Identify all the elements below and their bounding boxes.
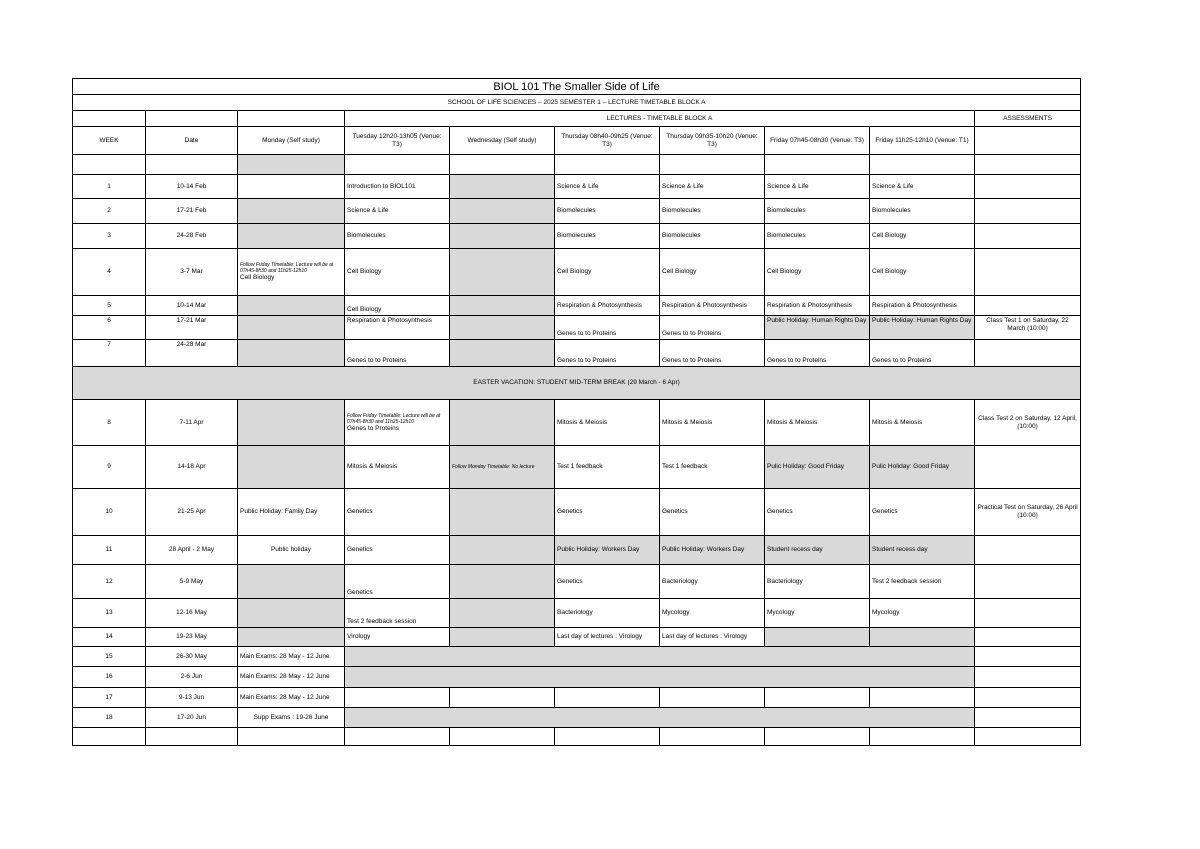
table-row (73, 224, 1081, 249)
col-date: Date (146, 127, 238, 155)
friday-2-lecture: Cell Biology (870, 224, 975, 249)
tuesday-lecture: Test 2 feedback session (345, 599, 450, 628)
tuesday-lecture: Science & Life (345, 199, 450, 224)
thursday-2-lecture: Biomolecules (660, 199, 765, 224)
thursday-1-lecture: Last day of lectures : Virology (555, 628, 660, 647)
tuesday-lecture: Genetics (345, 565, 450, 599)
friday-1-holiday: Pulic Holiday: Good Friday (765, 446, 870, 489)
thursday-1-holiday: Public Holiday: Workers Day (555, 536, 660, 565)
thursday-2-lecture: Biomolecules (660, 224, 765, 249)
timetable-note: Follow Friday Timetable: Lecture will be at 07h45-8h30 and 11h25-12h10 (240, 262, 334, 274)
table-row (73, 199, 1081, 224)
monday-holiday: Public holiday (238, 536, 345, 565)
week-date: 17-20 Jun (146, 708, 238, 728)
thursday-1-lecture: Genes to to Proteins (555, 340, 660, 367)
thursday-2-lecture: Last day of lectures : Virology (660, 628, 765, 647)
week-number: 5 (73, 296, 146, 316)
week-date: 24-28 Feb (146, 224, 238, 249)
week-number: 15 (73, 647, 146, 667)
thursday-1-lecture: Test 1 feedback (555, 446, 660, 489)
monday-holiday: Public Holiday: Family Day (238, 489, 345, 536)
thursday-2-lecture: Mitosis & Meiosis (660, 400, 765, 446)
thursday-1-lecture: Bacteriology (555, 599, 660, 628)
friday-1-lecture: Mycology (765, 599, 870, 628)
tuesday-lecture: Genetics (345, 489, 450, 536)
thursday-1-lecture: Cell Biology (555, 249, 660, 296)
table-row (73, 667, 1081, 688)
friday-2-lecture: Mitosis & Meiosis (870, 400, 975, 446)
friday-1-lecture: Mitosis & Meiosis (765, 400, 870, 446)
tuesday-lecture: Virology (345, 628, 450, 647)
week-date: 19-23 May (146, 628, 238, 647)
week-date: 5-9 May (146, 565, 238, 599)
table-row (73, 400, 1081, 446)
friday-2-recess: Student recess day (870, 536, 975, 565)
week-number: 1 (73, 175, 146, 199)
col-monday: Monday (Self study) (238, 127, 345, 155)
timetable-note: Follow Monday Timetable: No lecture (452, 464, 535, 470)
assessment: Class Test 2 on Saturday, 12 April, (10:00) (975, 400, 1081, 446)
week-number: 18 (73, 708, 146, 728)
friday-2-lecture: Mycology (870, 599, 975, 628)
thursday-2-holiday: Public Holiday: Workers Day (660, 536, 765, 565)
table-row (73, 175, 1081, 199)
week-number: 3 (73, 224, 146, 249)
table-row (73, 647, 1081, 667)
week-date: 10-14 Mar (146, 296, 238, 316)
friday-1-holiday: Public Holiday: Human Rights Day (765, 316, 870, 340)
thursday-1-lecture: Science & Life (555, 175, 660, 199)
exam-period: Main Exams: 28 May - 12 June (238, 688, 345, 708)
table-row (73, 316, 1081, 340)
col-tuesday: Tuesday 12h20-13h05 (Venue: T3) (345, 127, 450, 155)
week-date: 26-30 May (146, 647, 238, 667)
lectures-header: LECTURES - TIMETABLE BLOCK A (345, 111, 975, 127)
thursday-1-lecture: Genetics (555, 489, 660, 536)
thursday-2-lecture: Science & Life (660, 175, 765, 199)
week-number: 2 (73, 199, 146, 224)
thursday-2-lecture: Cell Biology (660, 249, 765, 296)
vacation-banner: EASTER VACATION: STUDENT MID-TERM BREAK (29 March - 6 Apr) (73, 367, 1081, 400)
table-row (73, 446, 1081, 489)
week-date: 14-18 Apr (146, 446, 238, 489)
friday-2-lecture: Genetics (870, 489, 975, 536)
table-row (73, 565, 1081, 599)
col-friday-2: Friday 11h25-12h10 (Venue: T1) (870, 127, 975, 155)
week-number: 17 (73, 688, 146, 708)
assessment: Practical Test on Saturday, 26 April (10:00) (975, 489, 1081, 536)
page-title: BIOL 101 The Smaller Side of Life (73, 79, 1081, 95)
thursday-2-lecture: Test 1 feedback (660, 446, 765, 489)
monday-lecture: Cell Biology (240, 274, 275, 281)
exam-period: Main Exams: 28 May - 12 June (238, 647, 345, 667)
assessments-header: ASSESSMENTS (975, 111, 1081, 127)
friday-1-lecture: Biomolecules (765, 199, 870, 224)
tuesday-lecture: Biomolecules (345, 224, 450, 249)
friday-1-lecture: Genetics (765, 489, 870, 536)
thursday-2-lecture: Genes to to Proteins (660, 316, 765, 340)
friday-2-lecture: Cell Biology (870, 249, 975, 296)
week-date: 21-25 Apr (146, 489, 238, 536)
week-number: 8 (73, 400, 146, 446)
friday-2-lecture: Respiration & Photosynthesis (870, 296, 975, 316)
friday-1-lecture: Bacteriology (765, 565, 870, 599)
week-date: 24-28 Mar (146, 340, 238, 367)
friday-2-lecture: Biomolecules (870, 199, 975, 224)
week-date: 12-16 May (146, 599, 238, 628)
subtitle: SCHOOL OF LIFE SCIENCES – 2025 SEMESTER 1 – LECTURE TIMETABLE BLOCK A (73, 95, 1081, 111)
friday-1-lecture: Genes to to Proteins (765, 340, 870, 367)
table-row (73, 249, 1081, 296)
thursday-2-lecture: Genetics (660, 489, 765, 536)
col-friday-1: Friday 07h45-08h30 (Venue: T3) (765, 127, 870, 155)
thursday-1-lecture: Genetics (555, 565, 660, 599)
tuesday-lecture: Mitosis & Meiosis (345, 446, 450, 489)
col-wednesday: Wednesday (Self study) (450, 127, 555, 155)
col-week: WEEK (73, 127, 146, 155)
col-thursday-2: Thursday 09h35-10h20 (Venue: T3) (660, 127, 765, 155)
week-date: 17-21 Mar (146, 316, 238, 340)
week-number: 9 (73, 446, 146, 489)
timetable-note: Follow Friday Timetable: Lecture will be at 07h45-8h30 and 11h25-12h10 (347, 412, 441, 425)
week-number: 13 (73, 599, 146, 628)
week-date: 28 April - 2 May (146, 536, 238, 565)
tuesday-lecture: Introduction to BIOL101 (345, 175, 450, 199)
friday-1-lecture: Biomolecules (765, 224, 870, 249)
week-date: 9-13 Jun (146, 688, 238, 708)
week-date: 2-6 Jun (146, 667, 238, 688)
week-number: 12 (73, 565, 146, 599)
tuesday-lecture: Cell Biology (345, 249, 450, 296)
table-row (73, 708, 1081, 728)
friday-2-lecture: Science & Life (870, 175, 975, 199)
exam-period: Main Exams: 28 May - 12 June (238, 667, 345, 688)
thursday-1-lecture: Biomolecules (555, 199, 660, 224)
thursday-2-lecture: Genes to to Proteins (660, 340, 765, 367)
tuesday-lecture: Cell Biology (345, 296, 450, 316)
table-row (73, 296, 1081, 316)
friday-1-lecture: Science & Life (765, 175, 870, 199)
friday-1-lecture: Cell Biology (765, 249, 870, 296)
week-number: 11 (73, 536, 146, 565)
week-number: 14 (73, 628, 146, 647)
table-row (73, 536, 1081, 565)
table-row (73, 688, 1081, 708)
tuesday-lecture: Respiration & Photosynthesis (345, 316, 450, 340)
friday-2-lecture: Test 2 feedback session (870, 565, 975, 599)
thursday-1-lecture: Biomolecules (555, 224, 660, 249)
friday-2-holiday: Pulic Holiday: Good Friday (870, 446, 975, 489)
week-date: 10-14 Feb (146, 175, 238, 199)
week-number: 10 (73, 489, 146, 536)
thursday-1-lecture: Genes to to Proteins (555, 316, 660, 340)
assessment: Class Test 1 on Saturday, 22 March (10:00) (975, 316, 1081, 340)
week-date: 17-21 Feb (146, 199, 238, 224)
week-date: 7-11 Apr (146, 400, 238, 446)
thursday-1-lecture: Mitosis & Meiosis (555, 400, 660, 446)
timetable (72, 78, 1081, 746)
tuesday-lecture: Genetics (345, 536, 450, 565)
friday-2-holiday: Public Holiday: Human Rights Day (870, 316, 975, 340)
col-thursday-1: Thursday 08h40-09h25 (Venue: T3) (555, 127, 660, 155)
week-date: 3-7 Mar (146, 249, 238, 296)
exam-period: Supp Exams : 19-26 June (238, 708, 345, 728)
week-number: 7 (73, 340, 146, 367)
table-row (73, 489, 1081, 536)
table-row (73, 599, 1081, 628)
tuesday-lecture: Genes to Proteins (347, 424, 400, 432)
thursday-1-lecture: Respiration & Photosynthesis (555, 296, 660, 316)
table-row (73, 628, 1081, 647)
thursday-2-lecture: Bacteriology (660, 565, 765, 599)
friday-1-lecture: Respiration & Photosynthesis (765, 296, 870, 316)
tuesday-lecture: Genes to to Proteins (345, 340, 450, 367)
thursday-2-lecture: Respiration & Photosynthesis (660, 296, 765, 316)
week-number: 6 (73, 316, 146, 340)
week-number: 4 (73, 249, 146, 296)
friday-2-lecture: Genes to to Proteins (870, 340, 975, 367)
friday-1-recess: Student recess day (765, 536, 870, 565)
table-row (73, 340, 1081, 367)
week-number: 16 (73, 667, 146, 688)
thursday-2-lecture: Mycology (660, 599, 765, 628)
